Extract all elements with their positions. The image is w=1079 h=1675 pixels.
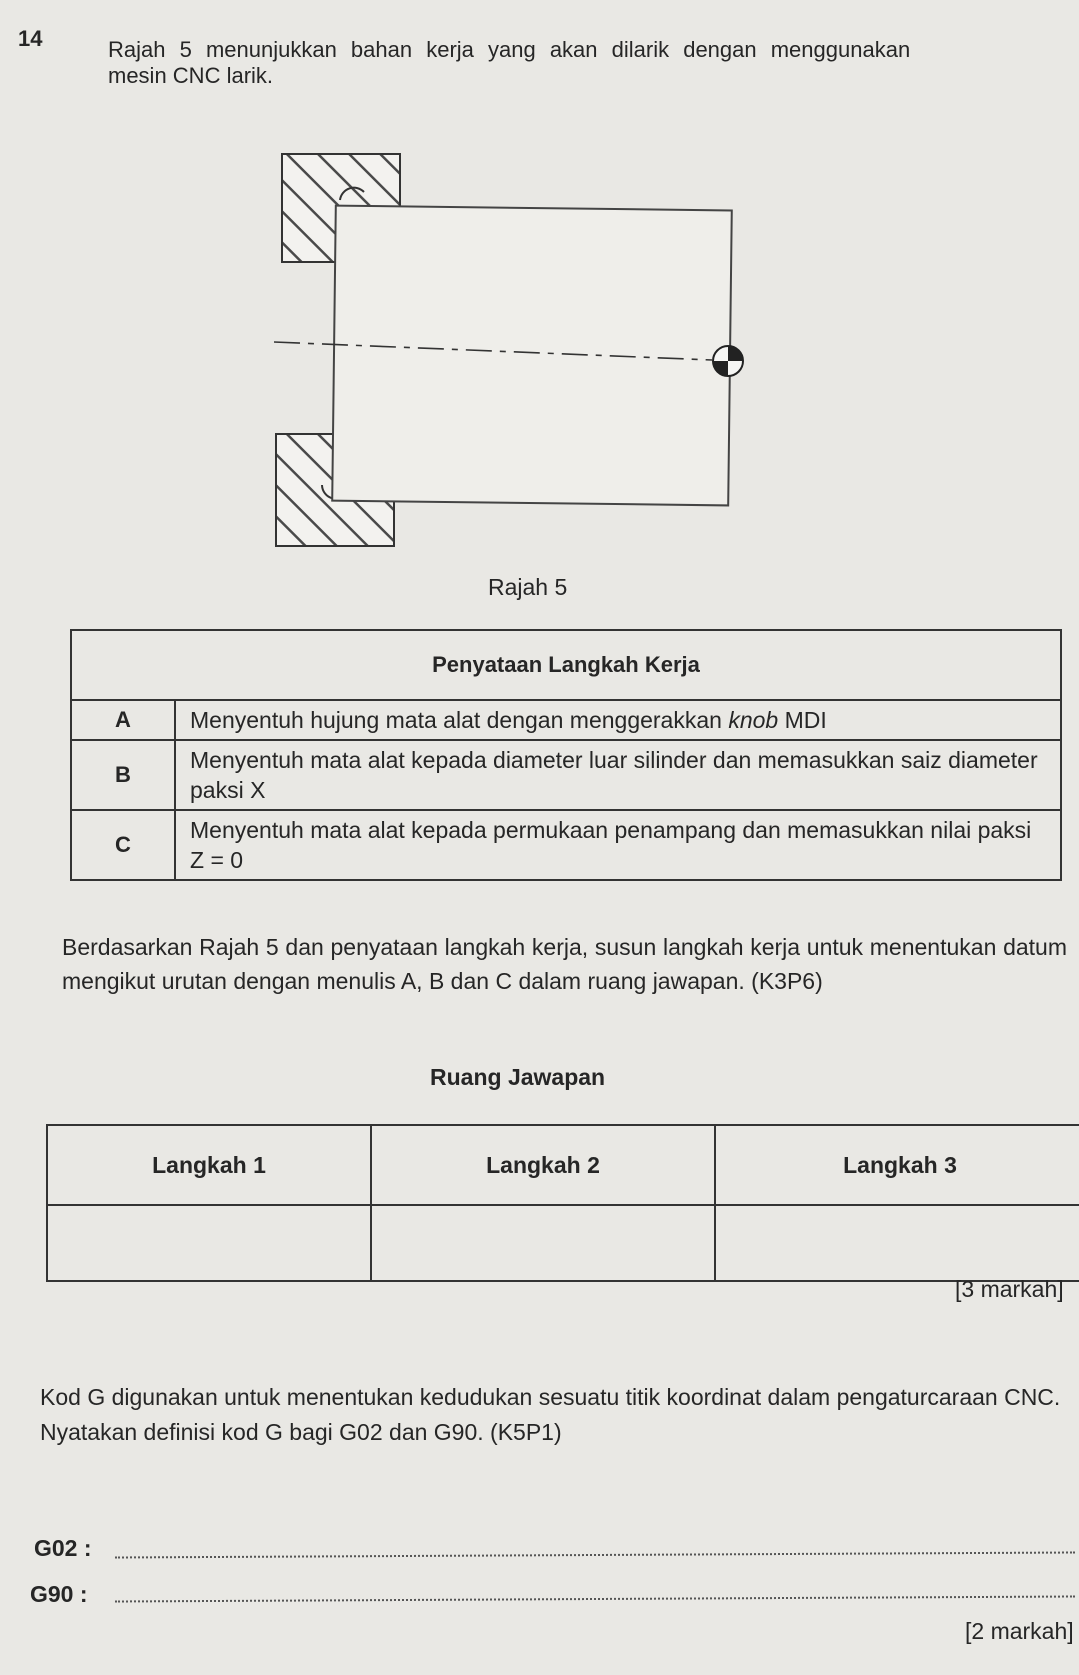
answer-space-title: Ruang Jawapan [430,1064,606,1090]
step-key: B [71,740,175,810]
answer-column-header: Langkah 2 [371,1125,715,1205]
answer-table-header-row [47,1125,1079,1205]
table-row [71,740,1061,810]
step-text [175,700,1061,740]
step-text-italic: knob [728,707,779,733]
figure-caption: Rajah 5 [488,574,568,600]
answer-table [46,1124,1079,1282]
step-key: C [71,810,175,880]
question-text-line-1: Rajah 5 menunjukkan bahan kerja yang akan dilarik dengan menggunakan [108,37,911,62]
g90-answer-line[interactable] [115,1595,1075,1602]
part-b-intro: Kod G digunakan untuk menentukan kedudukan sesuatu titik koordinat dalam pengaturcaraan CNC. [40,1384,1061,1410]
workpiece-cylinder [332,206,732,506]
steps-table-header: Penyataan Langkah Kerja [71,630,1061,700]
part-b-question: Nyatakan definisi kod G bagi G02 dan G90. (K5P1) [40,1419,562,1445]
step-text-part: MDI [778,707,827,733]
answer-cell-step-3[interactable] [715,1205,1079,1281]
datum-point-symbol [713,346,743,376]
step-text: Menyentuh mata alat kepada diameter luar silinder dan memasukkan saiz diameter paksi X [175,740,1061,810]
step-key: A [71,700,175,740]
answer-cell-step-2[interactable] [371,1205,715,1281]
marks-label: [3 markah] [955,1276,1064,1302]
question-text-line-2: mesin CNC larik. [108,63,274,88]
answer-table-row [47,1205,1079,1281]
step-text: Menyentuh mata alat kepada permukaan penampang dan memasukkan nilai paksi Z = 0 [175,810,1061,880]
workpiece-diagram [240,140,820,560]
step-text-part: Menyentuh hujung mata alat dengan menggerakkan [190,707,729,733]
g90-label: G90 : [30,1581,88,1607]
steps-table [70,629,1062,881]
answer-column-header: Langkah 3 [715,1125,1079,1205]
answer-cell-step-1[interactable] [47,1205,371,1281]
g02-label: G02 : [34,1535,92,1561]
answer-column-header: Langkah 1 [47,1125,371,1205]
table-row [71,810,1061,880]
question-text [108,36,1008,90]
instruction-text: Berdasarkan Rajah 5 dan penyataan langkah kerja, susun langkah kerja untuk menentukan datum mengikut urutan dengan menulis A, B dan C dalam ruang jawapan. (K3P6) [62,934,1067,994]
question-number: 14 [18,26,43,51]
part-b-text [40,1380,1079,1450]
g02-answer-line[interactable] [115,1551,1075,1558]
marks-label-b: [2 markah] [965,1618,1074,1644]
steps-table-header-row [71,630,1061,700]
table-row [71,700,1061,740]
